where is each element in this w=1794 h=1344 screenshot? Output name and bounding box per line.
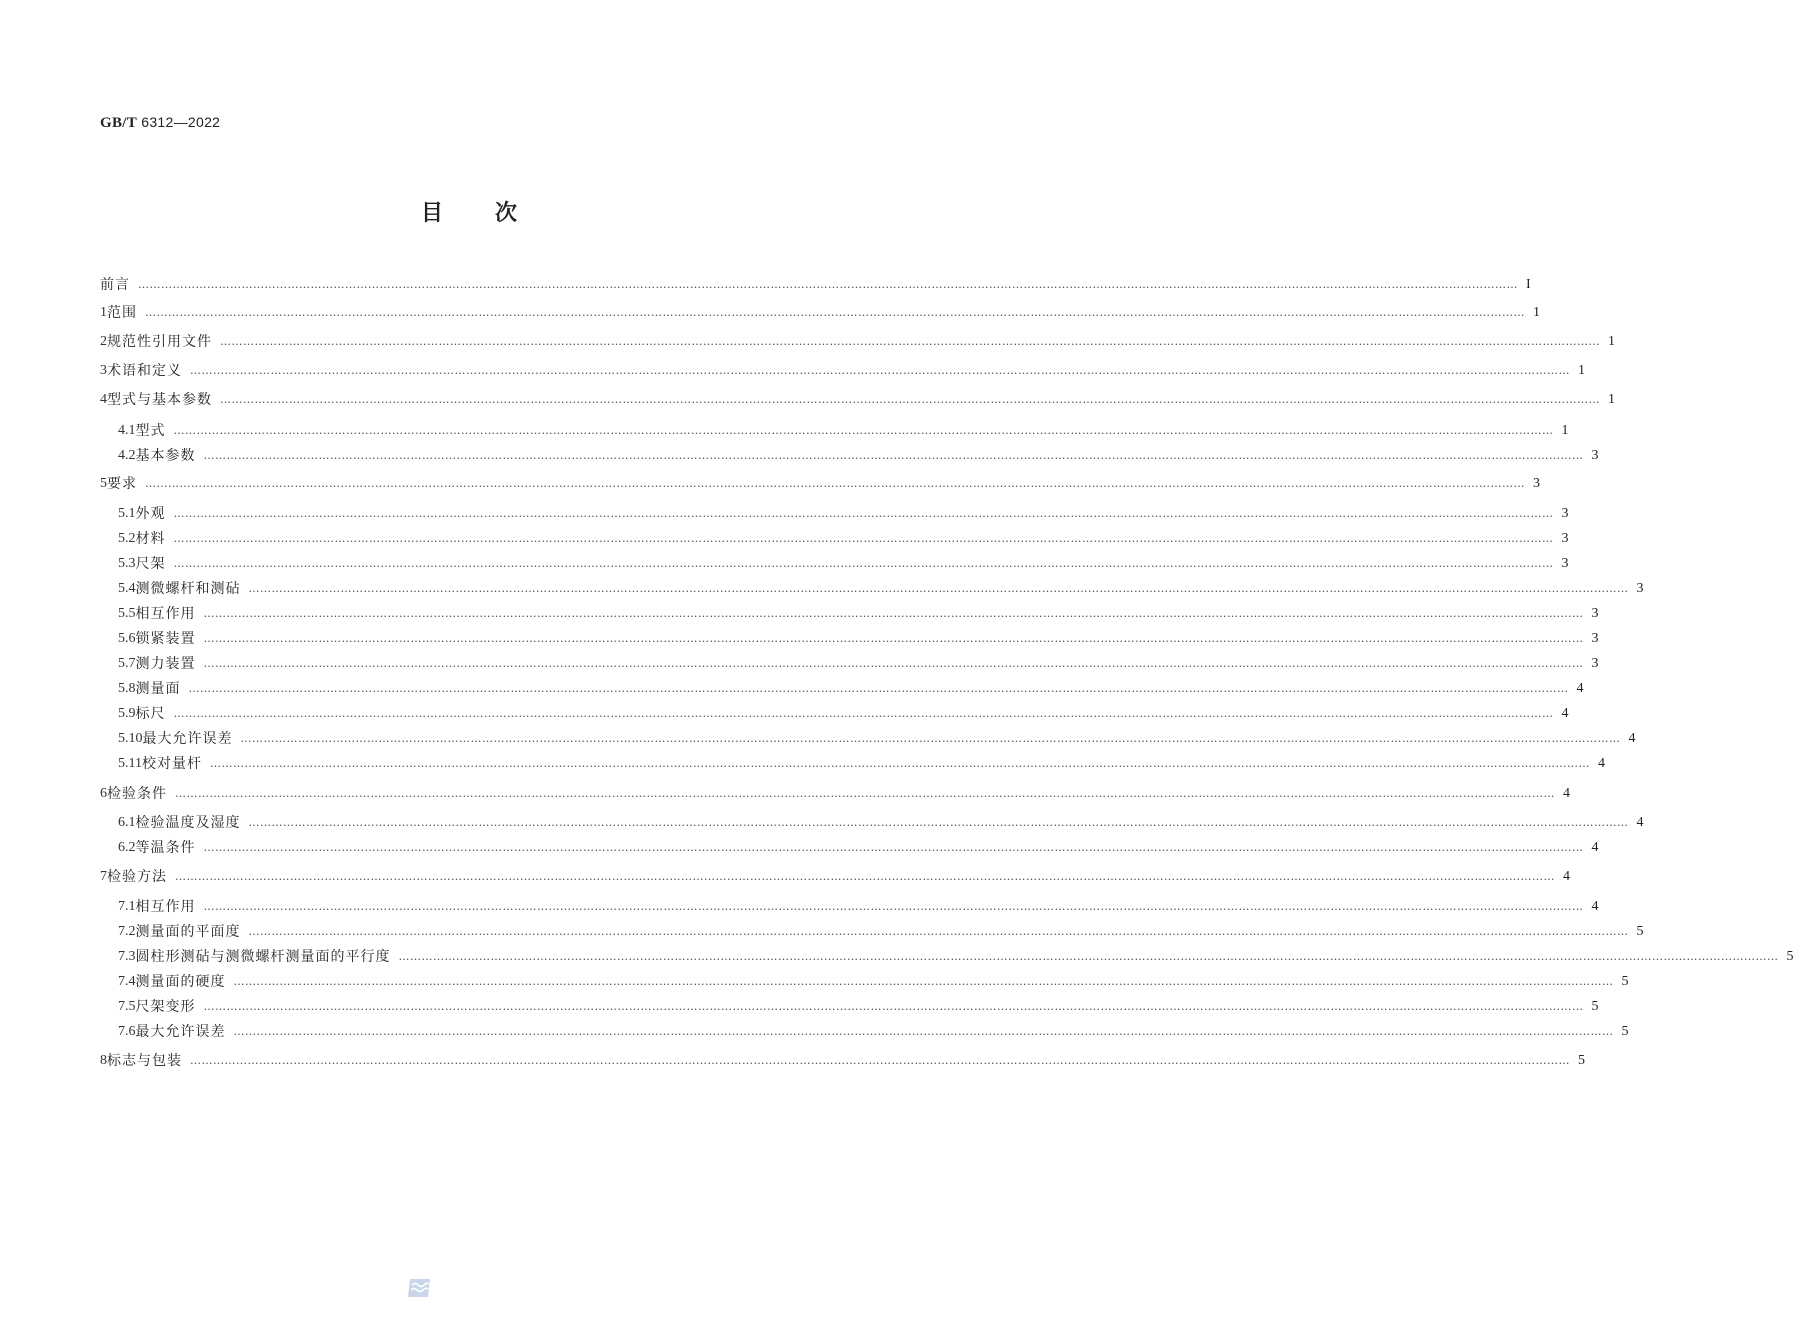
- toc-entry-number: 5.7: [118, 656, 136, 671]
- page-title: 目次: [420, 200, 569, 226]
- toc-entry-number: 5.1: [118, 506, 136, 521]
- toc-entry[interactable]: [100, 474, 1540, 494]
- toc-dot-leader: ………………………………………………………………………………………………………………………………………………………………………………………………………………………………………………………………………………………………………………………………: [220, 335, 1600, 348]
- toc-dot-leader: ………………………………………………………………………………………………………………………………………………………………………………………………………………………………………………………………………………………………………………………………: [188, 682, 1569, 695]
- toc-entry[interactable]: [118, 947, 1794, 967]
- toc-dot-leader: ………………………………………………………………………………………………………………………………………………………………………………………………………………………………………………………………………………………………………………………………: [190, 364, 1570, 377]
- toc-entry-label: 最大允许误差: [135, 1024, 226, 1040]
- toc-entry-page: 5: [1621, 1024, 1629, 1039]
- toc-entry[interactable]: [118, 754, 1605, 774]
- toc-entry[interactable]: [118, 504, 1569, 524]
- toc-entry-page: 3: [1561, 531, 1569, 546]
- toc-entry-page: 5: [1786, 949, 1794, 964]
- toc-entry-page: I: [1526, 277, 1531, 292]
- toc-dot-leader: ………………………………………………………………………………………………………………………………………………………………………………………………………………………………………………………………………………………………………………………………: [240, 732, 1621, 745]
- toc-dot-leader: ………………………………………………………………………………………………………………………………………………………………………………………………………………………………………………………………………………………………………………………………: [209, 757, 1590, 770]
- toc-entry-page: 3: [1591, 606, 1599, 621]
- toc-entry-label: 标尺: [135, 706, 166, 722]
- toc-entry-label: 最大允许误差: [142, 731, 233, 747]
- toc-dot-leader: ………………………………………………………………………………………………………………………………………………………………………………………………………………………………………………………………………………………………………………………………: [233, 975, 1614, 988]
- toc-entry-number: 5.3: [118, 556, 136, 571]
- toc-dot-leader: ………………………………………………………………………………………………………………………………………………………………………………………………………………………………………………………………………………………………………………………………: [145, 306, 1525, 319]
- toc-entry-label: 标志与包装: [107, 1053, 182, 1069]
- toc-entry-label: 前言: [100, 277, 130, 293]
- toc-dot-leader: ………………………………………………………………………………………………………………………………………………………………………………………………………………………………………………………………………………………………………………………………: [203, 632, 1584, 645]
- toc-dot-leader: ………………………………………………………………………………………………………………………………………………………………………………………………………………………………………………………………………………………………………………………………: [145, 477, 1525, 490]
- toc-dot-leader: ………………………………………………………………………………………………………………………………………………………………………………………………………………………………………………………………………………………………………………………………: [173, 424, 1554, 437]
- toc-dot-leader: ………………………………………………………………………………………………………………………………………………………………………………………………………………………………………………………………………………………………………………………………: [203, 900, 1584, 913]
- toc-entry-label: 术语和定义: [107, 363, 182, 379]
- toc-dot-leader: ………………………………………………………………………………………………………………………………………………………………………………………………………………………………………………………………………………………………………………………………: [248, 816, 1629, 829]
- toc-entry-number: 5.9: [118, 706, 136, 721]
- toc-entry[interactable]: [118, 838, 1599, 858]
- toc-entry-number: 7.2: [118, 924, 136, 939]
- toc-entry[interactable]: [118, 897, 1599, 917]
- toc-entry-label: 材料: [135, 531, 166, 547]
- toc-entry-number: 7.1: [118, 899, 136, 914]
- toc-entry-label: 校对量杆: [141, 756, 202, 772]
- toc-entry[interactable]: [100, 867, 1570, 887]
- toc-entry[interactable]: [100, 303, 1540, 323]
- toc-entry-page: 4: [1597, 756, 1605, 771]
- standard-prefix: GB/T: [100, 115, 138, 131]
- toc-entry[interactable]: [118, 729, 1636, 749]
- toc-entry-label: 尺架: [135, 556, 166, 572]
- toc-entry-page: 5: [1591, 999, 1599, 1014]
- toc-entry-page: 3: [1561, 506, 1569, 521]
- toc-entry-label: 圆柱形测砧与测微螺杆测量面的平行度: [135, 949, 391, 965]
- toc-entry-page: 4: [1576, 681, 1584, 696]
- toc-entry[interactable]: [100, 1051, 1585, 1071]
- toc-entry-label: 检验方法: [107, 869, 167, 885]
- toc-entry-label: 基本参数: [135, 448, 196, 464]
- toc-entry[interactable]: [100, 390, 1615, 410]
- toc-entry-number: 5: [100, 476, 107, 491]
- toc-dot-leader: ………………………………………………………………………………………………………………………………………………………………………………………………………………………………………………………………………………………………………………………………: [173, 507, 1554, 520]
- toc-entry-page: 4: [1563, 869, 1570, 884]
- toc-dot-leader: ………………………………………………………………………………………………………………………………………………………………………………………………………………………………………………………………………………………………………………………………: [203, 1000, 1584, 1013]
- toc-entry[interactable]: [118, 654, 1599, 674]
- toc-entry-page: 5: [1578, 1053, 1585, 1068]
- toc-entry-page: 4: [1561, 706, 1569, 721]
- toc-entry-label: 测量面的平面度: [135, 924, 241, 940]
- toc-entry-label: 外观: [135, 506, 166, 522]
- toc-dot-leader: ………………………………………………………………………………………………………………………………………………………………………………………………………………………………………………………………………………………………………………………………: [203, 607, 1584, 620]
- toc-entry-page: 5: [1636, 924, 1644, 939]
- toc-entry-label: 要求: [107, 476, 137, 492]
- toc-dot-leader: ………………………………………………………………………………………………………………………………………………………………………………………………………………………………………………………………………………………………………………………………: [233, 1025, 1614, 1038]
- toc-entry[interactable]: [118, 972, 1629, 992]
- toc-entry-page: 3: [1591, 656, 1599, 671]
- toc-entry-label: 型式与基本参数: [107, 392, 212, 408]
- toc-entry-label: 检验温度及湿度: [135, 815, 241, 831]
- toc-entry-number: 4.1: [118, 423, 136, 438]
- toc-entry-number: 6: [100, 786, 107, 801]
- toc-dot-leader: ………………………………………………………………………………………………………………………………………………………………………………………………………………………………………………………………………………………………………………………………: [203, 841, 1584, 854]
- toc-dot-leader: ………………………………………………………………………………………………………………………………………………………………………………………………………………………………………………………………………………………………………………………………: [398, 950, 1779, 963]
- toc-entry[interactable]: [118, 813, 1644, 833]
- toc-entry-page: 4: [1563, 786, 1570, 801]
- toc-entry-number: 5.11: [118, 756, 142, 771]
- toc-entry-number: 4: [100, 392, 107, 407]
- toc-dot-leader: ………………………………………………………………………………………………………………………………………………………………………………………………………………………………………………………………………………………………………………………………: [173, 532, 1554, 545]
- toc-entry-page: 5: [1621, 974, 1629, 989]
- toc-entry-page: 1: [1561, 423, 1569, 438]
- toc-entry-label: 测量面的硬度: [135, 974, 226, 990]
- toc-entry-number: 2: [100, 334, 107, 349]
- toc-entry-label: 型式: [135, 423, 166, 439]
- toc-entry-label: 等温条件: [135, 840, 196, 856]
- toc-entry-number: 5.10: [118, 731, 143, 746]
- toc-entry-number: 7.3: [118, 949, 136, 964]
- standard-number: 6312—2022: [141, 114, 221, 130]
- toc-entry-page: 3: [1591, 448, 1599, 463]
- toc-entry[interactable]: [118, 922, 1644, 942]
- toc-dot-leader: ………………………………………………………………………………………………………………………………………………………………………………………………………………………………………………………………………………………………………………………………: [190, 1054, 1570, 1067]
- toc-entry-number: 7.5: [118, 999, 136, 1014]
- toc-entry-number: 5.4: [118, 581, 136, 596]
- toc-entry-label: 相互作用: [135, 606, 196, 622]
- toc-entry-page: 3: [1561, 556, 1569, 571]
- toc-entry-label: 测微螺杆和测砧: [135, 581, 241, 597]
- toc-entry[interactable]: [100, 332, 1615, 352]
- toc-entry-page: 3: [1533, 476, 1540, 491]
- toc-entry-page: 1: [1608, 334, 1615, 349]
- toc-dot-leader: ………………………………………………………………………………………………………………………………………………………………………………………………………………………………………………………………………………………………………………………………: [203, 449, 1584, 462]
- toc-entry[interactable]: [118, 629, 1599, 649]
- toc-dot-leader: ………………………………………………………………………………………………………………………………………………………………………………………………………………………………………………………………………………………………………………………………: [175, 870, 1555, 883]
- sac-logo-icon: [406, 1276, 434, 1300]
- toc-entry-number: 5.2: [118, 531, 136, 546]
- toc-entry-page: 1: [1578, 363, 1585, 378]
- toc-entry-label: 测量面: [135, 681, 181, 697]
- toc-entry[interactable]: [100, 784, 1570, 804]
- toc-entry-number: 6.2: [118, 840, 136, 855]
- toc-entry-number: 7.6: [118, 1024, 136, 1039]
- toc-entry-label: 范围: [107, 305, 137, 321]
- toc-dot-leader: ………………………………………………………………………………………………………………………………………………………………………………………………………………………………………………………………………………………………………………………………: [173, 557, 1554, 570]
- toc-entry-number: 4.2: [118, 448, 136, 463]
- toc-entry[interactable]: [118, 1022, 1629, 1042]
- toc-entry[interactable]: [118, 997, 1599, 1017]
- toc-entry[interactable]: [118, 704, 1569, 724]
- toc-entry-number: 7.4: [118, 974, 136, 989]
- toc-entry[interactable]: [118, 579, 1644, 599]
- toc-entry-page: 1: [1608, 392, 1615, 407]
- toc-dot-leader: ………………………………………………………………………………………………………………………………………………………………………………………………………………………………………………………………………………………………………………………………: [248, 582, 1629, 595]
- toc-entry-number: 8: [100, 1053, 107, 1068]
- toc-entry[interactable]: [100, 361, 1585, 381]
- toc-entry-number: 7: [100, 869, 107, 884]
- toc-entry[interactable]: [118, 421, 1569, 441]
- toc-entry-label: 规范性引用文件: [107, 334, 212, 350]
- toc-entry[interactable]: [118, 679, 1584, 699]
- toc-entry-label: 锁紧装置: [135, 631, 196, 647]
- toc-entry-page: 3: [1591, 631, 1599, 646]
- toc-entry-number: 1: [100, 305, 107, 320]
- toc-entry[interactable]: [118, 529, 1569, 549]
- toc-entry[interactable]: [118, 604, 1599, 624]
- toc-entry-page: 1: [1533, 305, 1540, 320]
- toc-entry-page: 3: [1636, 581, 1644, 596]
- toc-entry-label: 尺架变形: [135, 999, 196, 1015]
- toc-entry-label: 相互作用: [135, 899, 196, 915]
- toc-entry-number: 6.1: [118, 815, 136, 830]
- toc-dot-leader: ………………………………………………………………………………………………………………………………………………………………………………………………………………………………………………………………………………………………………………………………: [220, 393, 1600, 406]
- toc-entry[interactable]: [118, 554, 1569, 574]
- toc-entry-page: 4: [1636, 815, 1644, 830]
- toc-entry-number: 5.5: [118, 606, 136, 621]
- toc-dot-leader: ………………………………………………………………………………………………………………………………………………………………………………………………………………………………………………………………………………………………………………………………: [138, 278, 1518, 291]
- standard-code: [100, 114, 220, 132]
- toc-entry-page: 4: [1591, 840, 1599, 855]
- toc-entry-label: 检验条件: [107, 786, 167, 802]
- toc-entry-number: 5.8: [118, 681, 136, 696]
- toc-entry-label: 测力装置: [135, 656, 196, 672]
- toc-dot-leader: ………………………………………………………………………………………………………………………………………………………………………………………………………………………………………………………………………………………………………………………………: [203, 657, 1584, 670]
- toc-entry[interactable]: [118, 446, 1599, 466]
- toc-entry[interactable]: [100, 275, 1531, 295]
- toc-dot-leader: ………………………………………………………………………………………………………………………………………………………………………………………………………………………………………………………………………………………………………………………………: [248, 925, 1629, 938]
- toc-dot-leader: ………………………………………………………………………………………………………………………………………………………………………………………………………………………………………………………………………………………………………………………………: [173, 707, 1554, 720]
- toc-entry-page: 4: [1591, 899, 1599, 914]
- toc-entry-page: 4: [1628, 731, 1636, 746]
- toc-entry-number: 3: [100, 363, 107, 378]
- toc-entry-number: 5.6: [118, 631, 136, 646]
- toc-dot-leader: ………………………………………………………………………………………………………………………………………………………………………………………………………………………………………………………………………………………………………………………………: [175, 787, 1555, 800]
